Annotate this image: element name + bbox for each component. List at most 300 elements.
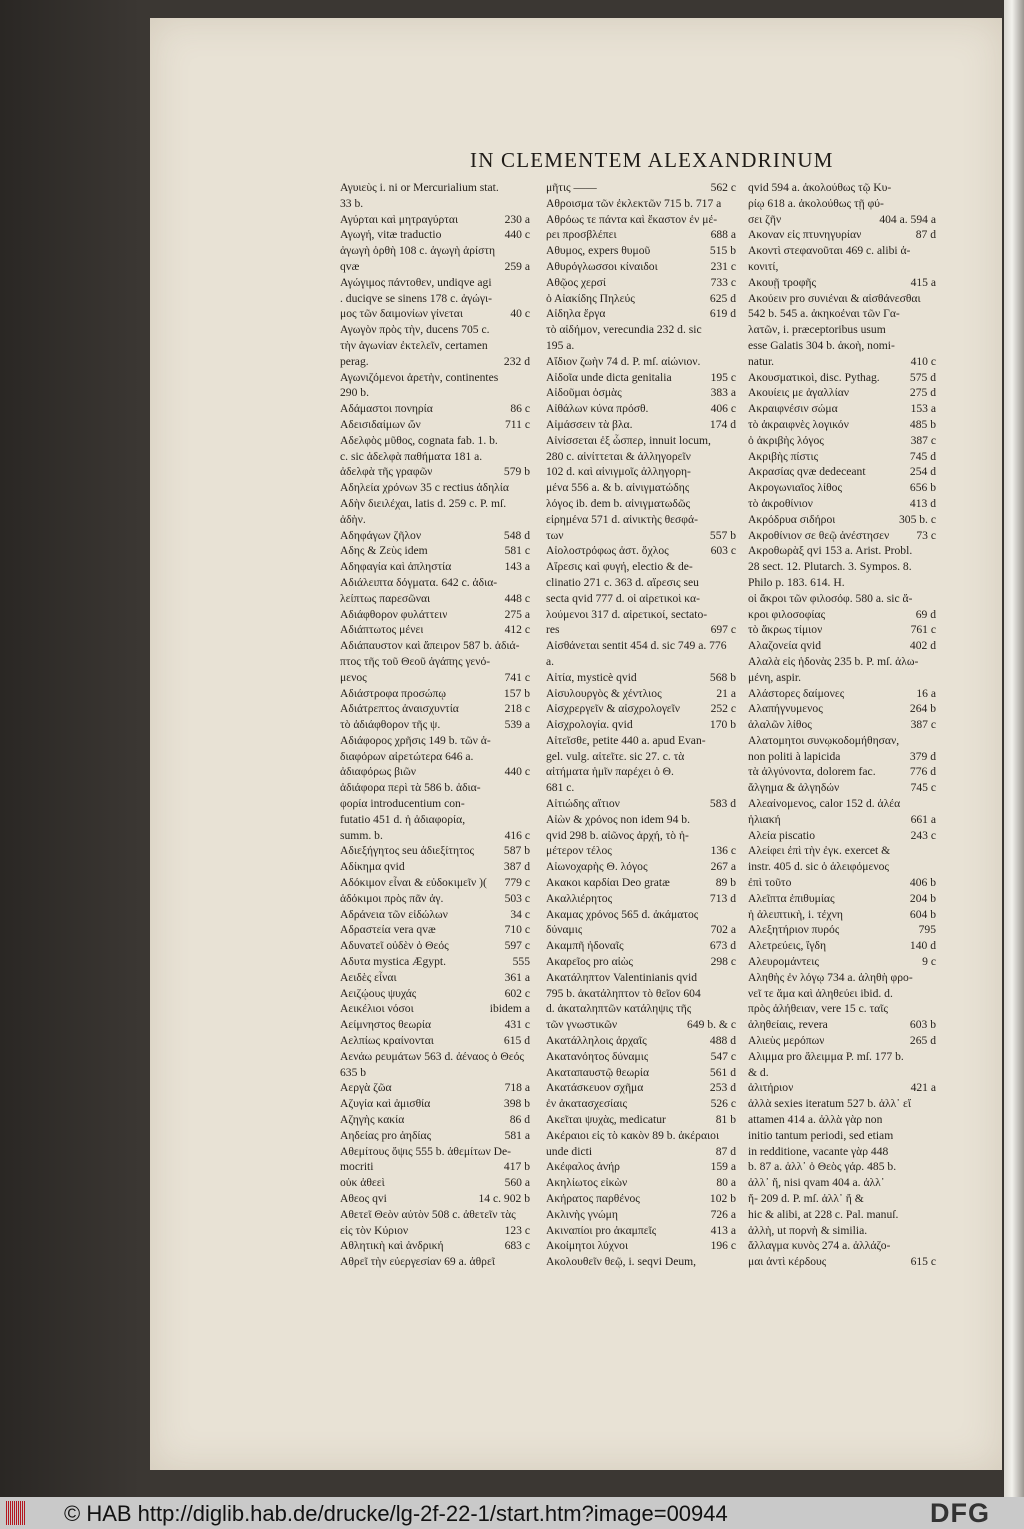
index-entry <box>546 1080 736 1096</box>
index-entry <box>546 433 736 449</box>
entry-page-ref: 581 c <box>504 544 530 558</box>
entry-page-ref: 555 <box>512 955 530 969</box>
entry-page-ref <box>732 559 736 575</box>
index-entry <box>546 322 736 338</box>
entry-page-ref: 86 c <box>510 402 530 416</box>
entry-text: Ακροθίνιον σε θεῷ ἀνέστησεν <box>748 528 890 542</box>
entry-text: Αλατομητοι συνῳκοδομήθησαν, <box>748 733 900 747</box>
entry-page-ref <box>526 433 530 449</box>
index-entry <box>748 1159 936 1175</box>
entry-text: οὐκ ἀθεεὶ <box>340 1176 385 1190</box>
entry-text: Αἰτιώδης αἴτιον <box>546 797 620 811</box>
entry-page-ref: 603 c <box>710 544 736 558</box>
index-entry <box>546 338 736 354</box>
entry-page-ref: 383 a <box>710 386 736 400</box>
entry-text: Ακλινὴς γνώμη <box>546 1207 618 1221</box>
index-entry <box>340 764 530 780</box>
entry-text: μένη, aspir. <box>748 670 801 684</box>
entry-page-ref <box>732 907 736 923</box>
index-entry <box>340 654 530 670</box>
entry-page-ref <box>526 275 530 291</box>
index-entry <box>748 733 936 749</box>
index-entry <box>546 828 736 844</box>
entry-page-ref: 9 c <box>922 955 936 969</box>
entry-page-ref <box>732 449 736 465</box>
index-entry <box>340 733 530 749</box>
index-entry <box>546 385 736 401</box>
entry-text: τὸ αἰδήμον, verecundia 232 d. sic <box>546 323 702 337</box>
entry-page-ref: 440 c <box>504 228 530 242</box>
index-entry <box>748 638 936 654</box>
entry-page-ref: 656 b <box>909 481 936 495</box>
entry-page-ref: 264 b <box>909 702 936 716</box>
entry-text: Αλεαίνομενος, calor 152 d. ἀλέα <box>748 797 901 811</box>
index-entry <box>748 1175 936 1191</box>
entry-page-ref: 615 d <box>503 1034 530 1048</box>
entry-text: ρει προσβλέπει <box>546 228 617 242</box>
index-entry <box>340 512 530 528</box>
entry-page-ref: 539 a <box>504 718 530 732</box>
index-entry <box>340 938 530 954</box>
entry-text: Αδιάφθορον φυλάττειν <box>340 607 448 621</box>
entry-page-ref: 776 d <box>909 765 936 779</box>
entry-page-ref: 404 a. 594 a <box>879 212 936 226</box>
index-entry <box>546 180 736 196</box>
entry-text: λούμενοι 317 d. αἱρετικοί, sectato- <box>546 607 708 621</box>
entry-page-ref: 619 d <box>709 307 736 321</box>
entry-text: ἀλλ᾽ ἤ, nisi qvam 404 a. ἀλλ᾽ <box>748 1176 885 1190</box>
entry-page-ref: 568 b <box>709 670 736 684</box>
entry-text: ἀληθείαις, revera <box>748 1018 828 1032</box>
entry-text: Αἰτεῖσθε, petite 440 a. apud Evan- <box>546 733 706 747</box>
entry-page-ref: 243 c <box>910 828 936 842</box>
entry-page-ref <box>932 1223 936 1239</box>
entry-page-ref <box>732 338 736 354</box>
index-entry <box>748 938 936 954</box>
entry-text: Αγυιεὺς i. ni or Mercurialium stat. <box>340 181 499 194</box>
index-entry <box>748 859 936 875</box>
entry-text: ἐν ἀκατασχεσίαις <box>546 1097 628 1111</box>
index-entry <box>546 733 736 749</box>
entry-page-ref: 697 c <box>710 623 736 637</box>
entry-page-ref <box>526 512 530 528</box>
entry-page-ref: 417 b <box>503 1160 530 1174</box>
entry-page-ref <box>932 196 936 212</box>
index-entry <box>340 480 530 496</box>
index-entry <box>546 1033 736 1049</box>
entry-text: Ακουῇ τροφῆς <box>748 275 817 289</box>
index-entry <box>748 1049 936 1065</box>
entry-text: & d. <box>748 1065 769 1079</box>
entry-page-ref: 615 c <box>910 1255 936 1269</box>
index-entry <box>748 291 936 307</box>
entry-text: 280 c. αἰνίττεται & ἀλληγορεῖν <box>546 449 691 463</box>
entry-text: ὁ Αἰακίδης Πηλεύς <box>546 291 635 305</box>
entry-page-ref <box>932 291 936 307</box>
entry-text: esse Galatis 304 b. ἀκοὴ, nomi- <box>748 338 895 352</box>
entry-text: Αθῷος χερσί <box>546 275 607 289</box>
entry-page-ref: 102 b <box>709 1192 736 1205</box>
entry-text: σει ζῆν <box>748 212 782 226</box>
index-entry <box>546 859 736 875</box>
index-entry <box>748 1001 936 1017</box>
index-entry <box>748 433 936 449</box>
index-entry <box>340 306 530 322</box>
entry-text: 542 b. 545 a. ἀκηκοέναι τῶν Γα- <box>748 307 900 321</box>
index-column-1 <box>340 180 530 1270</box>
entry-text: Αγώγιμος πάντοθεν, undiqve agi <box>340 275 492 289</box>
entry-page-ref <box>932 259 936 275</box>
entry-text: Αδιάτρεπτος ἀναισχυντία <box>340 702 459 716</box>
entry-text: ἄλγημα & ἀλγηδών <box>748 781 840 795</box>
entry-text: Αἰτία, mysticè qvid <box>546 670 637 684</box>
entry-text: Αδραστεία vera qvæ <box>340 923 436 937</box>
index-entry <box>546 607 736 623</box>
entry-page-ref: 69 d <box>915 607 936 621</box>
entry-text: Αδυνατεῖ οὐδὲν ὁ Θεός <box>340 939 449 953</box>
entry-text: Αγωνιζόμενοι ἀρετὴν, continentes <box>340 370 499 384</box>
index-entry <box>340 670 530 686</box>
entry-page-ref: 406 b <box>909 876 936 890</box>
entry-text: Αλεῖπτα ἐπιθυμίας <box>748 891 835 905</box>
index-entry <box>340 828 530 844</box>
index-entry <box>546 354 736 370</box>
entry-page-ref <box>732 480 736 496</box>
entry-text: natur. <box>748 354 775 368</box>
entry-text: Αδιάλειπτα δόγματα. 642 c. ἀδια- <box>340 575 498 589</box>
entry-text: εἰς τὸν Κύριον <box>340 1223 409 1237</box>
entry-text: Αζηγὴς κακία <box>340 1113 405 1127</box>
entry-text: Αλαλὰ εἰς ἡδονὰς 235 b. P. mſ. ἀλω- <box>748 654 919 668</box>
entry-page-ref: 718 a <box>504 1081 530 1095</box>
entry-page-ref <box>732 780 736 796</box>
index-entry <box>340 1238 530 1254</box>
entry-text: Αλάστορες δαίμονες <box>748 686 845 700</box>
index-entry <box>748 1128 936 1144</box>
entry-page-ref <box>732 749 736 765</box>
entry-text: . duciqve se sinens 178 c. ἀγώγι- <box>340 291 492 305</box>
entry-text: μέτερον τέλος <box>546 844 612 858</box>
entry-text: b. 87 a. ἀλλ᾽ ὁ Θεὸς γάρ. 485 b. <box>748 1160 897 1174</box>
index-entry <box>748 954 936 970</box>
entry-text: Ακεῖται ψυχὰς, medicatur <box>546 1113 666 1127</box>
entry-page-ref: 602 c <box>504 986 530 1000</box>
entry-page-ref: 649 b. & c <box>687 1018 736 1032</box>
index-entry <box>748 1254 936 1270</box>
index-entry <box>340 796 530 812</box>
entry-page-ref: 157 b <box>503 686 530 700</box>
entry-page-ref: 80 a <box>716 1176 736 1190</box>
entry-text: Αἰσχρεργεῖν & αἰσχρολογεῖν <box>546 702 681 716</box>
entry-text: Αδελφὸς μῦθος, cognata fab. 1. b. <box>340 433 498 447</box>
entry-page-ref: 159 a <box>710 1160 736 1174</box>
entry-text: in redditione, vacante γὰρ 448 <box>748 1144 889 1158</box>
entry-page-ref <box>732 591 736 607</box>
index-entry <box>748 749 936 765</box>
index-entry <box>748 922 936 938</box>
entry-text: ἀλλὰ sexies iteratum 527 b. ἀλλ᾽ εἴ <box>748 1097 911 1111</box>
index-entry <box>748 227 936 243</box>
index-entry <box>748 780 936 796</box>
index-entry <box>340 1096 530 1112</box>
entry-page-ref <box>526 322 530 338</box>
entry-page-ref <box>932 180 936 196</box>
entry-text: Αλείφει ἐπὶ τὴν ἐγκ. exercet & <box>748 844 891 858</box>
entry-page-ref: 515 b <box>709 244 736 258</box>
index-entry <box>340 1191 530 1207</box>
entry-text: d. ἀκαταληπτῶν κατάληψις τῆς <box>546 1002 692 1016</box>
index-entry <box>748 717 936 733</box>
entry-page-ref: 625 d <box>709 291 736 305</box>
index-entry <box>340 591 530 607</box>
entry-text: ἀλλὴ, ut πορνὴ & similia. <box>748 1223 868 1237</box>
index-entry <box>748 701 936 717</box>
entry-text: Αενάω ρευμάτων 563 d. ἀέναος ὁ Θεός <box>340 1049 524 1063</box>
entry-text: Αἰδοῖα unde dicta genitalia <box>546 370 672 384</box>
entry-text: τὸ ἀκροθίνιον <box>748 496 813 510</box>
index-entry <box>748 970 936 986</box>
entry-page-ref: 575 d <box>909 370 936 384</box>
entry-page-ref: 387 d <box>503 860 530 874</box>
entry-text: Ακαρεῖος pro αἰὼς <box>546 955 634 969</box>
entry-text: Αδιάστροφα προσώπῳ <box>340 686 446 700</box>
entry-page-ref: 174 d <box>709 417 736 431</box>
entry-text: c. sic ἀδελφὰ παθήματα 181 a. <box>340 449 483 463</box>
entry-page-ref <box>932 306 936 322</box>
entry-text: Ακούειν pro συνιέναι & αἰσθάνεσθαι <box>748 291 921 305</box>
index-entry <box>340 196 530 212</box>
entry-page-ref: 195 c <box>710 370 736 384</box>
entry-page-ref <box>526 1254 530 1270</box>
index-entry <box>546 922 736 938</box>
index-entry <box>340 433 530 449</box>
index-entry <box>546 907 736 923</box>
entry-text: εἰρημένα 571 d. αἰνικτὴς θεσφά- <box>546 512 698 526</box>
entry-text: qvæ <box>340 259 360 273</box>
entry-text: Αεργὰ ζῶα <box>340 1081 392 1095</box>
entry-page-ref: 298 c <box>710 955 736 969</box>
index-entry <box>340 543 530 559</box>
entry-text: ἄλλαγμα κυνὸς 274 a. ἀλλάζο- <box>748 1239 891 1253</box>
entry-page-ref: 259 a <box>504 259 530 273</box>
index-entry <box>546 1254 736 1270</box>
index-entry <box>748 812 936 828</box>
entry-page-ref <box>732 607 736 623</box>
index-entry <box>748 875 936 891</box>
entry-text: Αδιάπαυστον καὶ ἄπειρον 587 b. ἀδιά- <box>340 639 520 653</box>
entry-page-ref: 415 a <box>910 275 936 289</box>
entry-text: Αδης & Ζεὺς idem <box>340 544 428 558</box>
index-entry <box>748 401 936 417</box>
entry-page-ref <box>526 496 530 512</box>
index-entry <box>546 1175 736 1191</box>
entry-text: Αἰὼν & χρόνος non idem 94 b. <box>546 812 690 826</box>
entry-text: Philo p. 183. 614. H. <box>748 575 845 589</box>
entry-text: μος τῶν δαιμονίων γίνεται <box>340 307 463 321</box>
index-entry <box>340 1049 530 1065</box>
entry-page-ref: 387 c <box>910 718 936 732</box>
entry-text: Ακήρατος παρθένος <box>546 1192 640 1205</box>
index-entry <box>748 1033 936 1049</box>
entry-text: qvid 298 b. αἰῶνος ἀρχή, τὸ ἡ- <box>546 828 689 842</box>
entry-page-ref <box>732 575 736 591</box>
entry-text: Αείμνηστος θεωρία <box>340 1018 432 1032</box>
entry-text: Ακραιφνέσιν σώμα <box>748 402 838 416</box>
index-entry <box>546 843 736 859</box>
index-entry <box>340 259 530 275</box>
entry-text: 290 b. <box>340 386 369 400</box>
entry-text: Ακατανόητος δύναμις <box>546 1049 649 1063</box>
entry-page-ref: 87 d <box>715 1144 736 1158</box>
entry-page-ref <box>932 322 936 338</box>
entry-text: πτος τῆς τοῦ Θεοῦ ἀγάπης γενό- <box>340 654 491 668</box>
index-entry <box>748 686 936 702</box>
entry-page-ref <box>526 638 530 654</box>
entry-text: summ. b. <box>340 828 383 842</box>
index-entry <box>340 907 530 923</box>
entry-page-ref: 587 b <box>503 844 530 858</box>
entry-text: Αδίκημα qvid <box>340 860 405 874</box>
entry-page-ref <box>732 322 736 338</box>
index-entry <box>546 196 736 212</box>
entry-text: Ακαμας χρόνος 565 d. ἀκάματος <box>546 907 699 921</box>
index-entry <box>340 749 530 765</box>
entry-page-ref: 711 c <box>504 417 530 431</box>
index-entry <box>546 243 736 259</box>
entry-page-ref <box>732 464 736 480</box>
entry-page-ref: 702 a <box>710 923 736 937</box>
index-entry <box>546 370 736 386</box>
index-entry <box>546 1207 736 1223</box>
index-column-3 <box>748 180 936 1270</box>
entry-text: mocriti <box>340 1160 374 1174</box>
index-entry <box>546 796 736 812</box>
index-entry <box>546 1049 736 1065</box>
entry-page-ref <box>526 780 530 796</box>
entry-text: Αθρόως τε πάντα καὶ ἕκαστον ἐν μέ- <box>546 212 718 226</box>
entry-page-ref: 143 a <box>504 560 530 574</box>
entry-text: Αἰμάσσειν τὰ βλα. <box>546 417 633 431</box>
index-entry <box>546 986 736 1002</box>
entry-text: λείπτως παρεσῶναι <box>340 591 431 605</box>
entry-text: Αλιεὺς μερόπων <box>748 1034 825 1048</box>
index-entry <box>340 1128 530 1144</box>
entry-page-ref <box>932 1001 936 1017</box>
running-head: IN CLEMENTEM ALEXANDRINUM <box>470 148 834 172</box>
index-entry <box>546 717 736 733</box>
entry-page-ref <box>732 1001 736 1017</box>
entry-page-ref <box>526 1065 530 1081</box>
entry-page-ref <box>932 1191 936 1207</box>
index-entry <box>748 559 936 575</box>
index-entry <box>748 1080 936 1096</box>
entry-text: Αἰσυλουργὸς & χέντλιος <box>546 686 662 700</box>
entry-text: Αδάμαστοι πονηρία <box>340 402 433 416</box>
entry-text: Αελπίως κραίνονται <box>340 1034 434 1048</box>
entry-text: ἀδόκιμοι πρὸς πᾶν ἀγ. <box>340 891 444 905</box>
entry-page-ref: 661 a <box>910 812 936 826</box>
entry-page-ref <box>732 354 736 370</box>
entry-text: μενος <box>340 670 367 684</box>
entry-page-ref: 73 c <box>916 528 936 542</box>
entry-text: Αειδὲς εἶναι <box>340 970 397 984</box>
entry-page-ref: 86 d <box>509 1113 530 1127</box>
copyright-link[interactable]: © HAB http://diglib.hab.de/drucke/lg-2f-22-1/start.htm?image=00944 <box>64 1501 728 1526</box>
entry-page-ref: 218 c <box>504 702 530 716</box>
entry-page-ref: 741 c <box>504 670 530 684</box>
entry-text: Αληθὴς ἐν λόγῳ 734 a. ἀληθὴ φρο- <box>748 970 913 984</box>
entry-text: Ακιναπίοι pro ἀκαμπεῖς <box>546 1223 657 1237</box>
index-entry <box>340 954 530 970</box>
entry-text: Ακατάληπτον Valentinianis qvid <box>546 970 697 984</box>
entry-page-ref: 40 c <box>510 307 530 321</box>
entry-page-ref <box>732 764 736 780</box>
adjacent-page-edge <box>1004 0 1024 1497</box>
entry-page-ref <box>732 986 736 1002</box>
entry-text: Αλαζονεία qvid <box>748 639 822 653</box>
entry-text: τῶν γνωστικῶν <box>546 1018 618 1032</box>
index-entry <box>340 575 530 591</box>
index-entry <box>748 196 936 212</box>
entry-page-ref <box>526 812 530 828</box>
entry-page-ref <box>932 733 936 749</box>
index-entry <box>748 306 936 322</box>
entry-text: Ακαλλιέρητος <box>546 891 613 905</box>
entry-page-ref: 604 b <box>909 907 936 921</box>
entry-page-ref <box>732 638 736 654</box>
index-entry <box>340 1254 530 1270</box>
entry-page-ref: 562 c <box>710 181 736 194</box>
entry-page-ref <box>932 670 936 686</box>
index-entry <box>748 1191 936 1207</box>
index-entry <box>340 354 530 370</box>
entry-page-ref: 412 c <box>504 623 530 637</box>
index-entry <box>748 180 936 196</box>
index-entry <box>748 1238 936 1254</box>
index-entry <box>748 1207 936 1223</box>
entry-text: ὁ ἀκριβὴς λόγος <box>748 433 824 447</box>
index-entry <box>748 764 936 780</box>
index-entry <box>340 449 530 465</box>
entry-page-ref <box>526 749 530 765</box>
entry-page-ref <box>932 1128 936 1144</box>
entry-page-ref: 136 c <box>710 844 736 858</box>
entry-page-ref: 267 a <box>710 860 736 874</box>
entry-page-ref <box>526 291 530 307</box>
entry-text: Ακρόδρυα σιδήροι <box>748 512 836 526</box>
entry-page-ref: 387 c <box>910 433 936 447</box>
entry-text: ἡλιακή <box>748 812 781 826</box>
index-entry <box>546 464 736 480</box>
entry-page-ref: 683 c <box>504 1239 530 1253</box>
entry-page-ref: 488 d <box>709 1034 736 1048</box>
entry-text: Αἴδιον ζωὴν 74 d. P. mſ. αἰώνιον. <box>546 354 701 368</box>
index-entry <box>546 701 736 717</box>
entry-text: Αἰθάλων κύνα πρόσθ. <box>546 402 649 416</box>
entry-page-ref: 140 d <box>909 939 936 953</box>
entry-text: ρίῳ 618 a. ἀκολούθως τῇ φύ- <box>748 196 884 210</box>
entry-page-ref: 745 c <box>910 781 936 795</box>
index-entry <box>546 496 736 512</box>
index-entry <box>748 496 936 512</box>
entry-page-ref: 232 d <box>503 354 530 368</box>
entry-page-ref <box>732 654 736 670</box>
index-entry <box>748 1096 936 1112</box>
entry-text: non politi à lapicida <box>748 749 841 763</box>
index-entry <box>340 1223 530 1239</box>
entry-text: Ακαμπῆ ἡδοναῖς <box>546 939 624 953</box>
entry-text: Ακατάλληλοις ἀρχαῖς <box>546 1034 647 1048</box>
